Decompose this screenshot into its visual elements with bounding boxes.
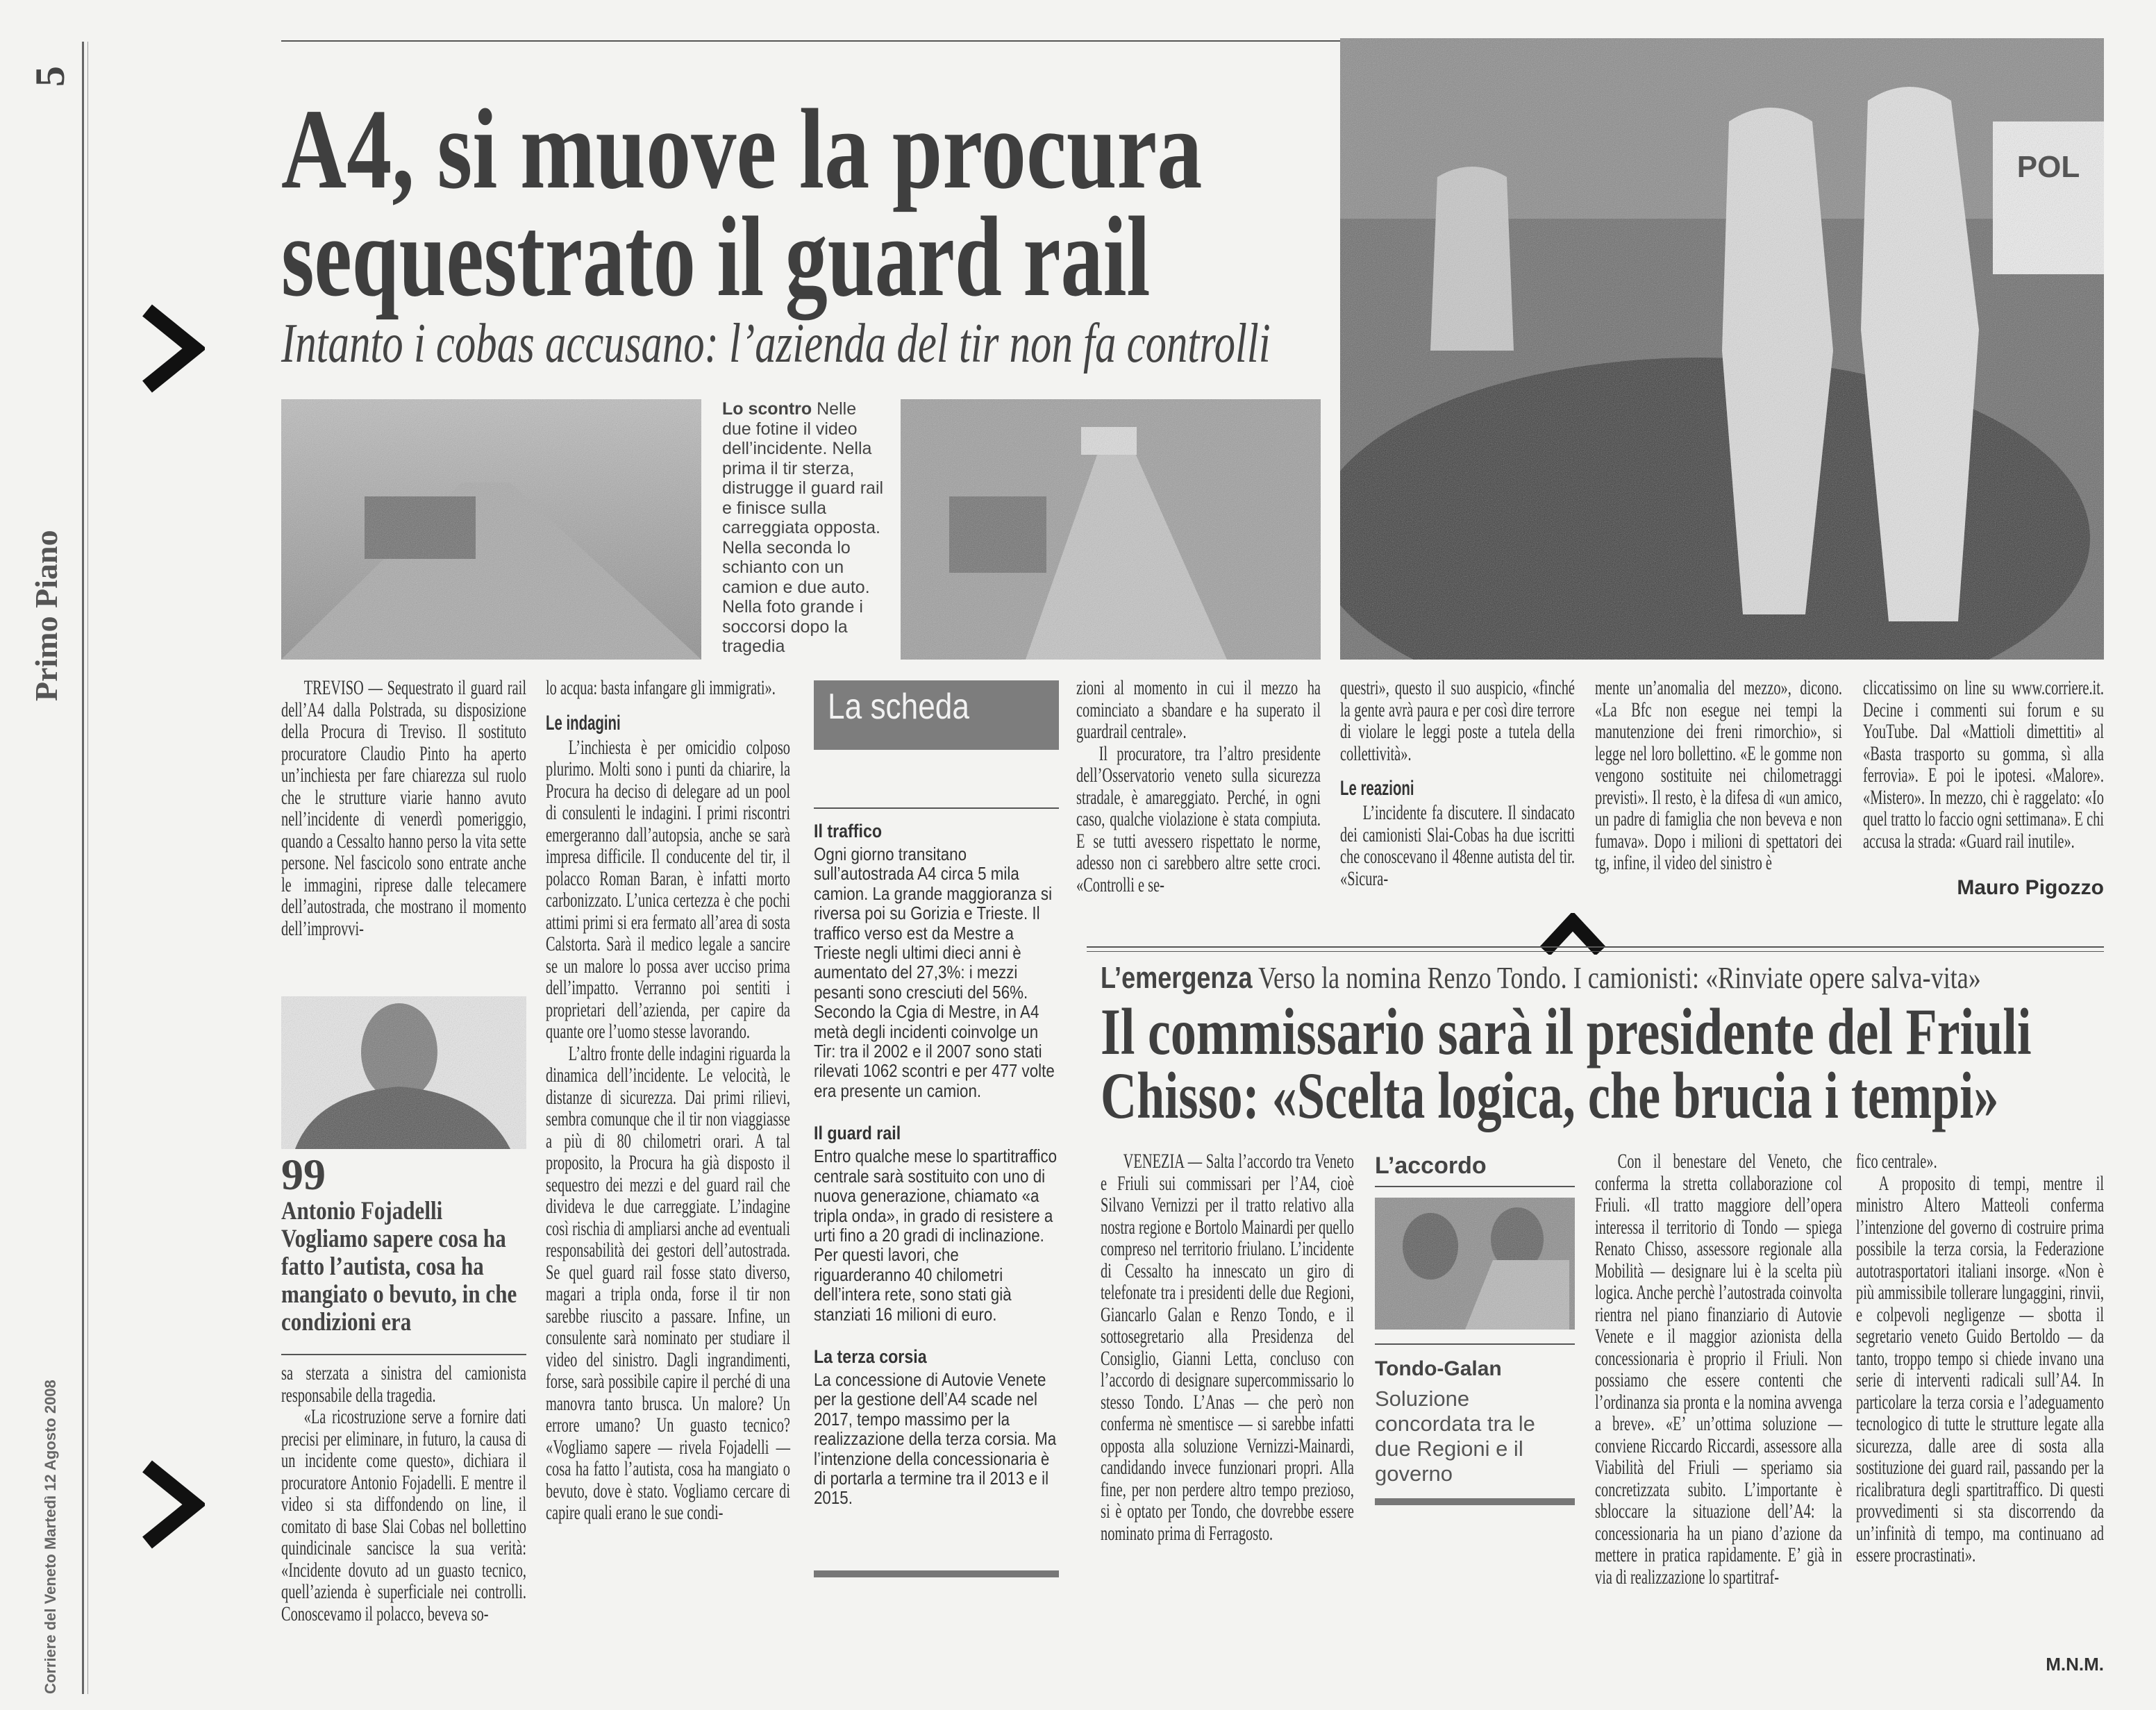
subheading-le-reazioni: Le reazioni (1340, 777, 1414, 800)
article-column-4 (1076, 677, 1321, 896)
scheda-heading: La terza corsia (814, 1346, 927, 1367)
scheda-end-bar (814, 1570, 1059, 1577)
kicker-text: Verso la nomina Renzo Tondo. I camionisti: «Rinviate opere salva-vita» (1257, 961, 1981, 995)
article-column-1-top (281, 677, 526, 939)
chevron-right-icon (139, 1458, 205, 1552)
article-paragraph: Con il benestare del Veneto, che conferma la stretta collaborazione col Friuli. «Il tratto maggiore dell’opera interessa il territorio di Tondo — spiega Renato Chisso, assessore regionale alla Mobilità — designare lui è la scelta più logica. Anche perchè l’autostrada coinvolta rientra nel piano finanziario di Autovie Venete e il maggior azionista della concessionaria è proprio il Friuli. Non possiamo che essere contenti che l’ordinanza sia pronta e la nomina avvenga a breve». «E’ un’ottima soluzione — conviene Riccardo Riccardi, assessore alla Viabilità del Friuli — speriamo sia concretizzata subito. L’importante è sbloccare la situazione dell’A4: la concessionaria ha un piano d’azione da mettere in pratica rapidamente. E’ già in via di realizzazione lo spartitraf- (1595, 1150, 1842, 1589)
article-paragraph: A proposito di tempi, mentre il ministro Altero Matteoli conferma l’intenzione del governo di costruire prima possibile la terza corsia, la Federazione autotrasportatori italiani insorge. «Non è più ammissibile tollerare lungaggini, rinvii, e colpevoli negligenze — sbotta il segretario veneto Guido Bertoldo — da tanto, troppo tempo si chiede invano una serie di interventi radicali sull’A4. In particolare la terza corsia e l’adeguamento tecnologico di tutte le strutture legate alla sicurezza, dalle aree di sosta alla sostituzione dei guard rail, passando per la ricalibratura degli spartitraffico. Di questi provvedimenti si sta discorrendo da un’infinità di tempo, ma continuano ad essere procrastinati». (1856, 1171, 2104, 1566)
kicker (1101, 960, 1981, 996)
second-column-a (1101, 1150, 1354, 1544)
accordo-caption-title: Tondo-Galan (1375, 1357, 1502, 1380)
article-paragraph: fico centrale». (1856, 1150, 1937, 1173)
caption-label: Lo scontro (722, 399, 812, 419)
accordo-end-bar (1375, 1498, 1575, 1505)
headline (281, 85, 1455, 320)
chevron-up-icon (1538, 913, 1607, 955)
chevron-right-icon (139, 302, 205, 396)
article-column-1-bottom (281, 1362, 526, 1625)
accordo-rule (1375, 1186, 1575, 1187)
rescue-photo (1340, 38, 2104, 660)
byline: M.N.M. (2046, 1654, 2104, 1675)
scheda-text: La concessione di Autovie Venete per la gestione dell’A4 scade nel 2017, tempo massimo per la realizzazione della terza corsia. Ma l’intenzione della concessionaria è di portarla a termine tra il 2013 e il 2015. (814, 1368, 1057, 1509)
article-paragraph: VENEZIA — Salta l’accordo tra Veneto e Friuli sui commissari per l’A4, cioè Silvano Vernizzi per il tratto relativo alla nostra regione e Bortolo Mainardi per quello compreso nel territorio friulano. L’incidente di Cessalto ha innescato un giro di telefonate tra i presidenti delle due Regioni, Giancarlo Galan e Renzo Tondo, e il sottosegretario alla Presidenza del Consiglio, Gianni Letta, concluso con l’accordo di designare supercommissario lo stesso Tondo. L’Anas — che però non conferma nè smentisce — si sarebbe infatti opposta alla soluzione Vernizzi-Mainardi, candidando invece funzionari propri. Alla fine, per non perdere altro tempo prezioso, si è optato per Tondo, che dovrebbe essere nominato prima di Ferragosto. (1101, 1150, 1354, 1545)
scheda-body (814, 798, 1059, 1508)
margin-rule (82, 42, 84, 1694)
article-paragraph: mente un’anomalia del mezzo», dicono. «La Bfc non esegue nei tempi la manutenzione dei freni rimorchio», si legge nel loro bollettino. «E le gomme non vengono sostituite nei chilometraggi previsti». Il resto, è la difesa di «un amico, un padre di famiglia che non beveva e non fumava». Dopo i milioni di spettatori dei tg, infine, il video del sinistro è (1595, 676, 1842, 874)
scheda-title-box (814, 680, 1059, 750)
second-column-d (1856, 1150, 2104, 1566)
article-column-5 (1340, 677, 1575, 889)
scheda-title: La scheda (828, 687, 969, 727)
article-paragraph: sa sterzata a sinistra del camionista responsabile della tragedia. (281, 1361, 526, 1407)
caption-text: Nelle due fotine il video dell’incidente. Nella prima il tir sterza, distrugge il guard rail e finisce sulla carreggiata opposta. Nella seconda lo schianto con un camion e due auto. Nella foto grande i soccorsi dopo la tragedia (722, 399, 884, 656)
video-still-photo-1 (281, 399, 701, 660)
second-headline-line-1: Il commissario sarà il presidente del Friuli (1101, 995, 2032, 1068)
scheda-text: Entro qualche mese lo spartitraffico centrale sarà sostituito con uno di nuova generazione, chiamato «a tripla onda», in grado di resistere a urti fino a 20 gradi di inclinazione. Per questi lavori, che riguarderanno 40 chilometri dell’intera rete, sono stati già stanziati 16 milioni di euro. (814, 1146, 1058, 1325)
accordo-box-title: L’accordo (1375, 1152, 1487, 1179)
article-column-6 (1595, 677, 1842, 874)
article-paragraph: TREVISO — Sequestrato il guard rail dell’A4 dalla Polstrada, su disposizione della Procura di Treviso. Il sostituto procuratore Claudio Pinto ha aperto un’inchiesta per fare chiarezza sul ruolo che le strutture viarie hanno avuto nell’incidente di venerdì pomeriggio, quando a Cessalto hanno perso la vita sette persone. Nel fascicolo sono entrate anche le immagini, riprese dalle telecamere dell’autostrada, che mostrano il momento dell’improvvi- (281, 676, 526, 940)
headline-line-1: A4, si muove la procura (281, 85, 1203, 212)
tondo-galan-photo (1375, 1198, 1575, 1330)
article-paragraph: L’incidente fa discutere. Il sindacato dei camionisti Slai-Cobas ha due iscritti che conoscevano il 48enne autista del tir. «Sicura- (1340, 801, 1575, 890)
scheda-heading: Il guard rail (814, 1123, 901, 1144)
scheda-text: Ogni giorno transitano sull’autostrada A4 circa 5 mila camion. La grande maggioranza si riversa poi su Gorizia e Trieste. Il traffico verso est da Mestre a Trieste negli ultimi dieci anni è aumentato del 27,3%: i mezzi pesanti sono cresciuti del 56%. Secondo la Cgia di Mestre, in A4 metà degli incidenti coinvolge un Tir: tra il 2002 e il 2007 sono stati rilevati 1062 scontri e per 477 volte era presente un camion. (814, 844, 1055, 1101)
article-paragraph: zioni al momento in cui il mezzo ha cominciato a sbandare e ha superato il guardrail centrale». (1076, 676, 1321, 743)
accordo-rule-2 (1375, 1343, 1575, 1345)
subheadline: Intanto i cobas accusano: l’azienda del tir non fa controlli (281, 313, 1271, 374)
second-headline (1101, 995, 2156, 1132)
article-column-7 (1863, 677, 2104, 852)
headline-line-2: sequestrato il guard rail (281, 193, 1151, 320)
scheda-heading: Il traffico (814, 821, 883, 841)
article-paragraph: questri», questo il suo auspicio, «finché la gente avrà paura e per così dire terrore di violare le leggi poste a tutela della collettività». (1340, 676, 1575, 765)
quote-mark: 99 (281, 1150, 326, 1199)
quote-author: Antonio Fojadelli (281, 1197, 443, 1225)
quote-rule (281, 1354, 526, 1355)
article-paragraph: lo acqua: basta infangare gli immigrati». (546, 676, 776, 699)
section-rule (1087, 946, 2104, 948)
pull-quote (281, 1198, 526, 1336)
section-rule-2 (1087, 951, 2104, 952)
article-paragraph: L’inchiesta è per omicidio colposo plurimo. Molti sono i punti da chiarire, la Procura ha deciso di delegare ad un pool di consulenti le indagini. I primi riscontri emergeranno dall’autopsia, anche se sarà impresa difficile. Il conducente del tir, il polacco Roman Baran, è infatti morto carbonizzato. L’unica certezza è che pochi attimi primi si era fermato all’area di sosta Calstorta. Sarà il medico legale a sancire se un malore lo possa aver ucciso prima dell’impatto. Verranno poi sentiti i proprietari dell’azienda, per capire da quante ore l’uomo stesse lavorando. (546, 735, 790, 1043)
margin-rule-thin (87, 42, 88, 1694)
byline: Mauro Pigozzo (1957, 876, 2104, 899)
page-number: 5 (27, 66, 73, 87)
video-still-photo-2 (901, 399, 1321, 660)
second-headline-line-2: Chisso: «Scelta logica, che brucia i tempi» (1101, 1059, 1999, 1132)
photo-caption (722, 399, 885, 657)
article-column-2 (546, 677, 790, 1524)
quote-text: Vogliamo sapere cosa ha fatto l’autista, cosa ha mangiato o bevuto, in che condizioni era (281, 1225, 517, 1336)
second-column-c (1595, 1150, 1842, 1588)
article-paragraph: «La ricostruzione serve a fornire dati precisi per eliminare, in futuro, la causa di un incidente come questo», dichiara il procuratore Antonio Fojadelli. E mentre il video si sta diffondendo on line, il comitato di base Slai Cobas nel bollettino quindicinale sancisce la sua verità: «Incidente dovuto ad un guasto tecnico, quell’azienda è superficiale nei controlli. Conoscevamo il polacco, beveva so- (281, 1405, 526, 1625)
subheading-le-indagini: Le indagini (546, 711, 621, 735)
portrait-photo (281, 996, 526, 1149)
article-paragraph: cliccatissimo on line su www.corriere.it. Decine i commenti sui forum e su YouTube. Dal «Mattioli dimettiti» al «Basta trasporto su gomma, sì alla ferrovia». E poi le ipotesi. «Malore». «Mistero». In mezzo, chi è raggelato: «Io quel tratto lo faccio ogni settimana». E chi accusa la strada: «Guard rail inutile». (1863, 676, 2104, 853)
article-paragraph: L’altro fronte delle indagini riguarda la dinamica dell’incidente. Le velocità, le distanze di sicurezza. Dai primi rilievi, sembra comunque che il tir non viaggiasse a più di 80 chilometri orari. A tal proposito, la Procura ha già disposto il sequestro dei mezzi e del guard rail che divideva le due carreggiate. L’indagine così rischia di ampliarsi anche ad eventuali responsabilità dei gestori dell’autostrada. Se quel guard rail fosse stato diverso, magari a tripla onda, forse il tir non sarebbe riuscito a passare. Infine, un consulente sarà nominato per studiare il video del sinistro. Dagli ingrandimenti, forse, sarà possibile capire il perché di una manovra tanto brusca. Un malore? Un errore umano? Un guasto tecnico? «Vogliamo sapere — rivela Fojadelli — cosa ha fatto l’autista, cosa ha mangiato o bevuto, dove è stato. Vogliamo cercare di capire quali erano le sue condi- (546, 1041, 790, 1524)
dateline: Corriere del Veneto Martedì 12 Agosto 2008 (42, 1380, 59, 1694)
accordo-caption-text: Soluzione concordata tra le due Regioni e il governo (1375, 1386, 1535, 1486)
kicker-label: L’emergenza (1101, 961, 1253, 995)
photo-lettering: POL (2016, 150, 2080, 184)
section-label: Primo Piano (28, 530, 64, 701)
article-paragraph: Il procuratore, tra l’altro presidente dell’Osservatorio veneto sulla sicurezza stradale, è amareggiato. Perché, in ogni caso, qualche violazione è stata compiuta. E se tutti avessero rispettato le norme, adesso non ci sarebbero altre sette croci. «Controlli e se- (1076, 741, 1321, 896)
